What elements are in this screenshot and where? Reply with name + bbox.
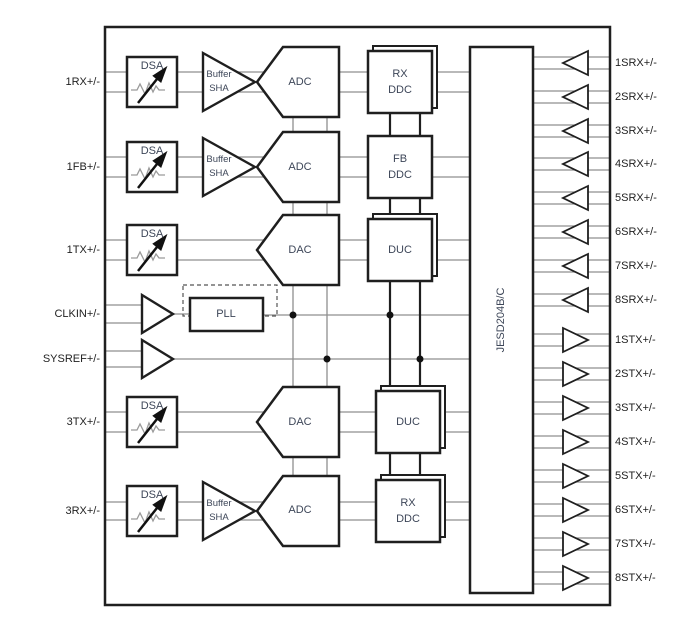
srx-8-triangle [563, 288, 588, 312]
port-label-1fb: 1FB+/- [66, 161, 100, 173]
srx-6-triangle [563, 220, 588, 244]
dsa-label-1fb: DSA [140, 145, 164, 157]
port-label-sysref: SYSREF+/- [42, 353, 100, 365]
srx-4-triangle [563, 152, 588, 176]
srx-1-triangle [563, 51, 588, 75]
adc-1-label: ADC [288, 76, 312, 88]
pll-label: PLL [216, 308, 236, 320]
srx-3-triangle [563, 119, 588, 143]
port-label-1stx: 1STX+/- [615, 334, 656, 346]
srx-5-triangle [563, 186, 588, 210]
port-label-3tx: 3TX+/- [66, 416, 100, 428]
port-label-8srx: 8SRX+/- [615, 294, 657, 306]
port-label-1tx: 1TX+/- [66, 244, 100, 256]
duc-2-label: DUC [396, 416, 420, 428]
clkin-buffer-triangle [142, 295, 173, 333]
buffer-sha-label-3rx: Buffer SHA [206, 498, 232, 523]
dsa-label-3tx: DSA [140, 400, 164, 412]
rx-ddc-2-label: RX DDC [396, 497, 420, 525]
stx-8-triangle [563, 566, 588, 590]
buffer-sha-label-1rx: Buffer SHA [206, 69, 232, 94]
dsa-label-3rx: DSA [140, 489, 164, 501]
adc-2-label: ADC [288, 161, 312, 173]
port-label-3srx: 3SRX+/- [615, 125, 657, 137]
dsa-label-1rx: DSA [140, 60, 164, 72]
dac-2-label: DAC [288, 416, 312, 428]
stx-6-triangle [563, 498, 588, 522]
port-label-8stx: 8STX+/- [615, 572, 656, 584]
port-label-clkin: CLKIN+/- [54, 308, 100, 320]
stx-5-triangle [563, 464, 588, 488]
rx-ddc-1-label: RX DDC [388, 68, 412, 96]
port-label-4stx: 4STX+/- [615, 436, 656, 448]
dsa-label-1tx: DSA [140, 228, 164, 240]
port-label-7stx: 7STX+/- [615, 538, 656, 550]
stx-3-triangle [563, 396, 588, 420]
stx-4-triangle [563, 430, 588, 454]
srx-2-triangle [563, 85, 588, 109]
fb-ddc-label: FB DDC [388, 153, 412, 181]
port-label-2stx: 2STX+/- [615, 368, 656, 380]
stx-1-triangle [563, 328, 588, 352]
port-label-7srx: 7SRX+/- [615, 260, 657, 272]
port-label-5srx: 5SRX+/- [615, 192, 657, 204]
port-label-6stx: 6STX+/- [615, 504, 656, 516]
duc-1-label: DUC [388, 244, 412, 256]
port-label-1rx: 1RX+/- [65, 76, 100, 88]
jesd-label: JESD204B/C [495, 287, 507, 353]
sysref-buffer-triangle [142, 340, 173, 378]
srx-7-triangle [563, 254, 588, 278]
port-label-1srx: 1SRX+/- [615, 57, 657, 69]
dac-1-label: DAC [288, 244, 312, 256]
adc-3-label: ADC [288, 504, 312, 516]
port-label-2srx: 2SRX+/- [615, 91, 657, 103]
port-label-3stx: 3STX+/- [615, 402, 656, 414]
port-label-3rx: 3RX+/- [65, 505, 100, 517]
stack-shadows [373, 46, 445, 537]
port-label-6srx: 6SRX+/- [615, 226, 657, 238]
stx-2-triangle [563, 362, 588, 386]
buffer-sha-label-1fb: Buffer SHA [206, 154, 232, 179]
port-label-4srx: 4SRX+/- [615, 158, 657, 170]
wire-junction-dots [290, 312, 424, 363]
port-label-5stx: 5STX+/- [615, 470, 656, 482]
stx-7-triangle [563, 532, 588, 556]
